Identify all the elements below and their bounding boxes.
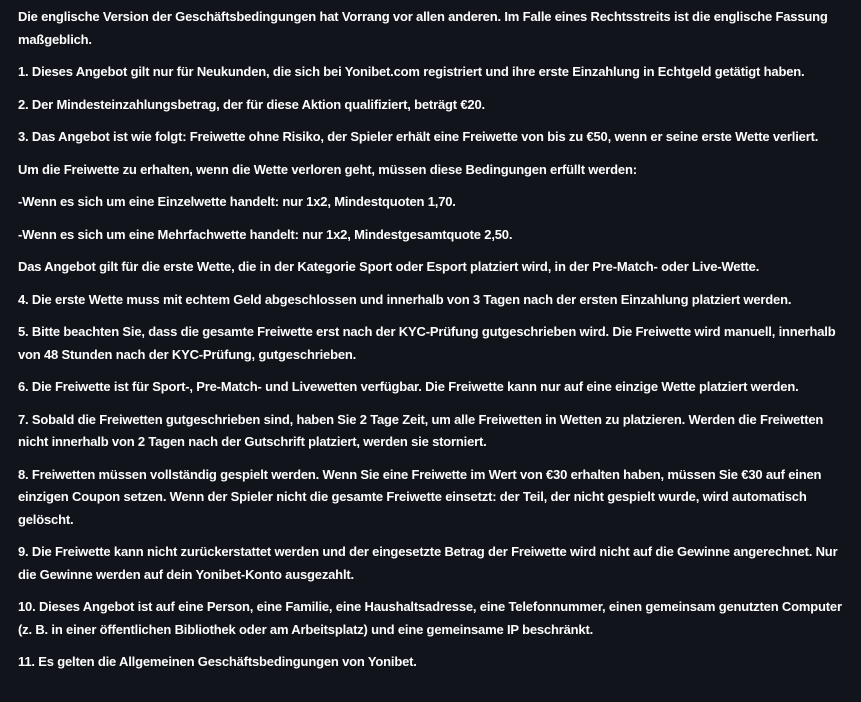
terms-item-11: 11. Es gelten die Allgemeinen Geschäftsbedingungen von Yonibet. xyxy=(18,654,417,669)
terms-first-bet-scope: Das Angebot gilt für die erste Wette, die in der Kategorie Sport oder Esport platziert wird, in der Pre-Match- oder Live-Wette. xyxy=(18,259,760,274)
terms-item-1: 1. Dieses Angebot gilt nur für Neukunden, die sich bei Yonibet.com registriert und ihre erste Einzahlung in Echtgeld getätigt haben. xyxy=(18,64,805,79)
terms-item-4: 4. Die erste Wette muss mit echtem Geld abgeschlossen und innerhalb von 3 Tagen nach der ersten Einzahlung platziert werden. xyxy=(18,291,792,307)
terms-item-2: 2. Der Mindesteinzahlungsbetrag, der für diese Aktion qualifiziert, beträgt €20. xyxy=(18,96,485,112)
terms-condition-single-bet: -Wenn es sich um eine Einzelwette handelt: nur 1x2, Mindestquoten 1,70. xyxy=(18,194,456,209)
terms-item-8: 8. Freiwetten müssen vollständig gespielt werden. Wenn Sie eine Freiwette im Wert von €30 erhalten haben, müssen Sie €30 auf einen einzigen Coupon setzen. Wenn der Spieler nicht die gesamte Freiwette einsetzt: der Teil, der nicht gespielt wurde, wird automatisch gelöscht. xyxy=(18,466,822,527)
terms-item-6: 6. Die Freiwette ist für Sport-, Pre-Match- und Livewetten verfügbar. Die Freiwette kann nur auf eine einzige Wette platziert werden. xyxy=(18,379,799,394)
terms-condition-multi-bet: -Wenn es sich um eine Mehrfachwette handelt: nur 1x2, Mindestgesamtquote 2,50. xyxy=(18,226,513,242)
terms-item-9: 9. Die Freiwette kann nicht zurückerstattet werden und der eingesetzte Betrag der Freiwette wird nicht auf die Gewinne angerechnet. Nur die Gewinne werden auf dein Yonibet-Konto ausgezahlt. xyxy=(18,544,838,582)
terms-intro-english-precedence: Die englische Version der Geschäftsbedingungen hat Vorrang vor allen anderen. Im Falle eines Rechtsstreits ist die englische Fassung maßgeblich. xyxy=(18,9,828,47)
terms-item-10: 10. Dieses Angebot ist auf eine Person, eine Familie, eine Haushaltsadresse, eine Telefonnummer, einen gemeinsam genutzten Computer (z. B. in einer öffentlichen Bibliothek oder am Arbeitsplatz) und eine gemeinsame IP beschränkt. xyxy=(18,599,842,637)
terms-item-5: 5. Bitte beachten Sie, dass die gesamte Freiwette erst nach der KYC-Prüfung gutgeschrieben wird. Die Freiwette wird manuell, innerhalb von 48 Stunden nach der KYC-Prüfung, gutgeschrieben. xyxy=(18,324,836,362)
terms-item-7: 7. Sobald die Freiwetten gutgeschrieben sind, haben Sie 2 Tage Zeit, um alle Freiwetten in Wetten zu platzieren. Werden die Freiwetten nicht innerhalb von 2 Tagen nach der Gutschrift platziert, werden sie storniert. xyxy=(18,411,824,449)
terms-item-3: 3. Das Angebot ist wie folgt: Freiwette ohne Risiko, der Spieler erhält eine Freiwette von bis zu €50, wenn er seine erste Wette verliert. xyxy=(18,129,819,144)
terms-conditions-intro: Um die Freiwette zu erhalten, wenn die Wette verloren geht, müssen diese Bedingungen erfüllt werden: xyxy=(18,161,637,177)
